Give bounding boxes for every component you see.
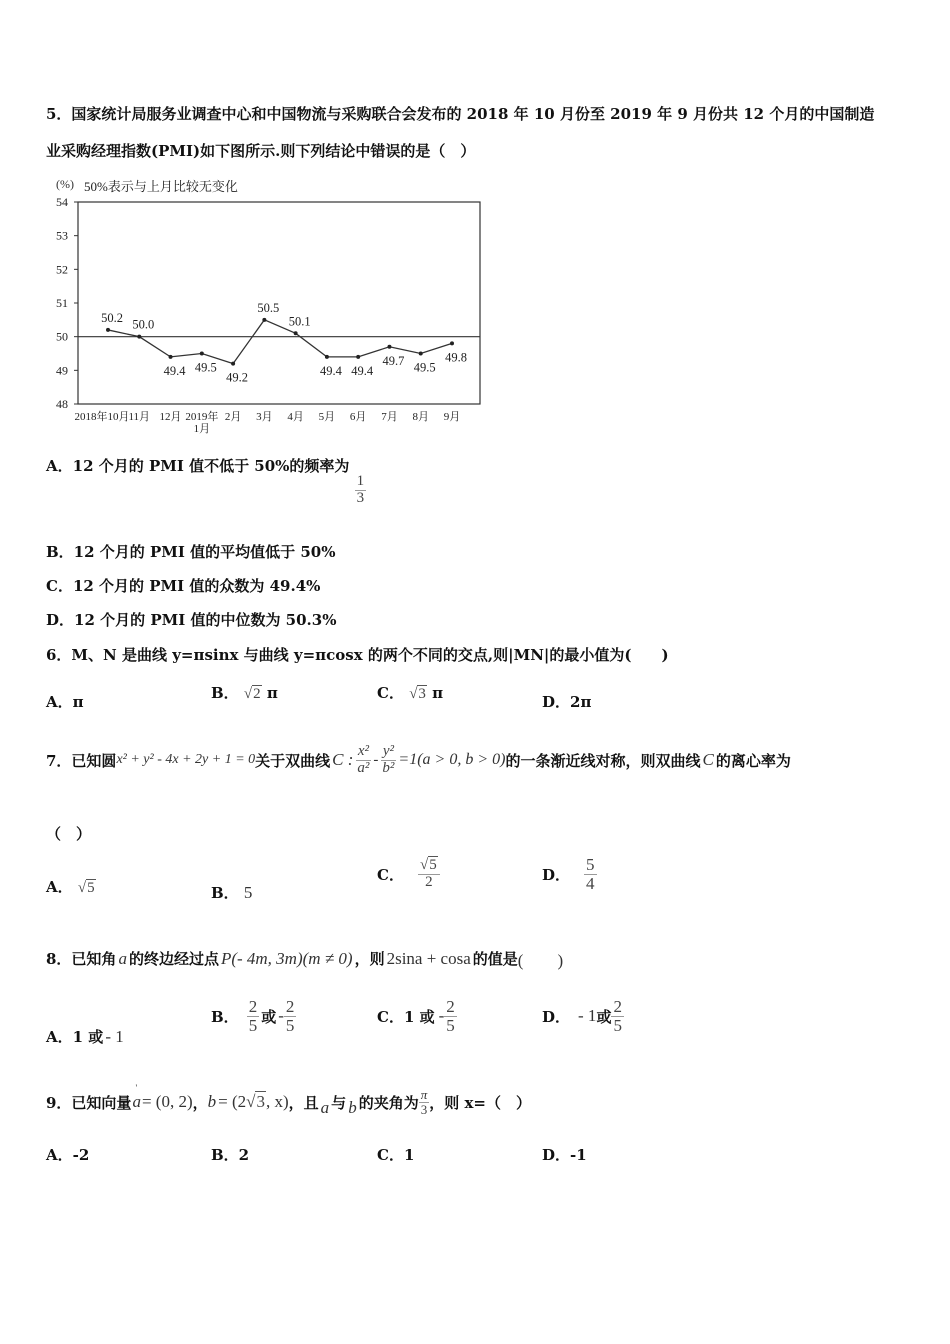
data-label: 50.5 — [257, 300, 280, 315]
q8-paren: ( ) — [517, 951, 564, 970]
y-tick-label: 53 — [56, 228, 68, 243]
x-tick-label: 9月 — [443, 411, 461, 423]
q6-option-a[interactable]: A．π — [46, 693, 84, 711]
y-tick-label: 50 — [56, 329, 68, 344]
q7-c-var: C — [702, 750, 714, 770]
q9-a-symbol-2: a — [320, 1098, 330, 1118]
q9-comma: ， — [192, 1093, 208, 1112]
q9-option-c[interactable]: C．1 — [377, 1146, 415, 1164]
q8-d-label: D． — [542, 1007, 571, 1026]
q8-a-value: - 1 — [105, 1026, 124, 1046]
frac-y2-b2 — [380, 744, 396, 777]
x-tick-label: 2019年 — [185, 411, 219, 423]
radicand: 3 — [418, 686, 426, 702]
q5-option-a-text: A．12 个月的 PMI 值不低于 50%的频率为 — [46, 457, 350, 475]
q5-stem-line1: 5．国家统计局服务业调查中心和中国物流与采购联合会发布的 2018 年 10 月份至 2019 年 9 月份共 12 个月的中国制造 — [46, 105, 875, 123]
q8-expression: 2sina + cosa — [386, 948, 471, 968]
frac-2-5 — [284, 998, 297, 1035]
data-label: 49.7 — [382, 353, 405, 368]
q6-b-pi: π — [266, 684, 278, 702]
data-point — [137, 335, 141, 339]
frac-2-5 — [247, 998, 260, 1035]
y-tick-label: 49 — [56, 363, 68, 378]
q7-c-label: C． — [377, 865, 404, 884]
q7-prefix: 7．已知圆 — [46, 751, 117, 770]
q8-alpha: a — [118, 948, 127, 968]
pmi-value-labels — [101, 301, 467, 385]
q9-suffix: ，则 x=（ ） — [429, 1093, 531, 1112]
frac-den: 5 — [285, 1015, 295, 1035]
data-point — [419, 352, 423, 356]
pmi-line-chart — [46, 170, 506, 440]
data-point — [200, 352, 204, 356]
q7-a-label: A． — [46, 878, 73, 896]
q8-d-or: 或 — [596, 1007, 612, 1026]
radicand: 2 — [253, 686, 261, 702]
sqrt-3: √3 — [409, 686, 426, 702]
x-tick-label: 11月 — [128, 411, 151, 423]
frac-num: 2 — [285, 997, 295, 1016]
vector-arrow-icon: ' — [135, 1083, 138, 1094]
frac-den: 2 — [425, 873, 433, 890]
radicand: 5 — [429, 857, 437, 873]
q8-d-value: - 1 — [578, 1006, 597, 1026]
x-axis-ticks — [75, 409, 461, 435]
q7-suffix1: 的一条渐近线对称，则双曲线 — [505, 751, 701, 770]
x-tick-label: 3月 — [256, 411, 273, 423]
frac-num: 5 — [586, 855, 595, 874]
data-point — [169, 355, 173, 359]
data-label: 49.4 — [163, 363, 186, 378]
data-label: 50.0 — [132, 317, 155, 332]
q7-option-a[interactable] — [46, 876, 96, 897]
data-label: 50.1 — [288, 314, 311, 329]
q5-option-a[interactable] — [46, 455, 366, 507]
data-label: 49.2 — [226, 370, 249, 385]
frac-den: 3 — [356, 489, 365, 506]
q9-b-value-post: , x) — [265, 1092, 289, 1112]
q9-b-symbol-2: b — [348, 1098, 357, 1118]
data-point — [325, 355, 329, 359]
q7-d-label: D． — [542, 865, 571, 884]
q8-suffix: 的值是 — [472, 950, 518, 968]
q9-prefix: 9．已知向量 — [46, 1093, 132, 1112]
q9-vector-a — [132, 1083, 141, 1112]
q9-b-value-pre: = (2 — [218, 1092, 247, 1112]
q7-mid: 关于双曲线 — [255, 751, 331, 770]
data-point — [356, 355, 360, 359]
sqrt-2: √2 — [243, 686, 261, 702]
x-tick-label: 5月 — [318, 411, 336, 423]
q8-option-a[interactable] — [46, 1026, 124, 1047]
q7-option-d[interactable] — [542, 856, 597, 893]
q6-b-label: B． — [211, 684, 239, 702]
data-point — [106, 328, 110, 332]
q9-yu: 与 — [331, 1093, 347, 1112]
data-point — [450, 341, 454, 345]
frac-den: b² — [382, 759, 395, 776]
y-tick-label: 52 — [56, 262, 68, 277]
q9-mid: ，且 — [288, 1093, 319, 1112]
q7-suffix2: 的离心率为 — [715, 751, 791, 770]
sqrt-3: √3 — [246, 1092, 265, 1112]
q6-option-c[interactable] — [377, 682, 443, 703]
q8-stem — [46, 946, 563, 971]
x-tick-label: 6月 — [349, 411, 367, 423]
q7-b-value: 5 — [243, 883, 253, 902]
y-tick-label: 48 — [56, 397, 68, 411]
x-tick-label: 2018年10月 — [74, 411, 130, 423]
data-point — [387, 345, 391, 349]
data-label: 50.2 — [101, 310, 123, 325]
frac-pi-over-3 — [419, 1088, 430, 1116]
minus-sign: - — [373, 751, 379, 768]
q8-prefix: 8．已知角 — [46, 950, 117, 968]
frac-den: 5 — [248, 1015, 258, 1035]
q8-option-c[interactable] — [377, 998, 457, 1035]
q8-a-label: A．1 或 — [46, 1028, 104, 1046]
y-axis-ticks — [56, 195, 78, 411]
radicand: 5 — [87, 880, 95, 896]
q8-point: P(- 4m, 3m)(m ≠ 0) — [220, 948, 353, 968]
q7-equation-tail: =1(a > 0, b > 0) — [398, 751, 506, 769]
q6-c-pi: π — [432, 684, 444, 702]
q5-option-d[interactable]: D．12 个月的 PMI 值的中位数为 50.3% — [46, 611, 337, 629]
q9-stem — [46, 1083, 531, 1118]
q8-mid2: ，则 — [354, 950, 385, 968]
frac-2-5 — [444, 998, 457, 1035]
x-tick-label: 12月 — [159, 411, 182, 423]
data-point — [262, 318, 266, 322]
q8-b-or: 或 — [261, 1007, 277, 1026]
frac-num: 1 — [356, 473, 365, 489]
q8-option-b[interactable] — [211, 998, 296, 1035]
q8-option-d[interactable] — [542, 998, 624, 1035]
frac-num: π — [420, 1087, 428, 1102]
chart-unit-label: (%) — [56, 177, 74, 191]
q9-vector-b: b — [207, 1092, 217, 1112]
x-tick-label: 7月 — [381, 411, 398, 423]
q9-option-a[interactable]: A．-2 — [46, 1146, 90, 1164]
x-tick-label: 8月 — [412, 411, 429, 423]
frac-num: 2 — [613, 997, 622, 1016]
frac-sqrt5-over-2 — [418, 858, 440, 891]
q9-option-b[interactable]: B．2 — [211, 1146, 250, 1164]
data-point — [294, 331, 298, 335]
q6-stem: 6．M、N 是曲线 y=πsinx 与曲线 y=πcosx 的两个不同的交点,则|MN|的最小值为( ) — [46, 646, 669, 664]
frac-num: x² — [357, 743, 369, 759]
frac-den: 5 — [613, 1015, 622, 1035]
q7-option-b[interactable] — [211, 882, 252, 903]
frac-num: y² — [382, 743, 394, 759]
minus-sign: - — [278, 1006, 284, 1026]
q9-a-value: = (0, 2) — [141, 1092, 193, 1112]
data-label: 49.4 — [351, 363, 374, 378]
x-tick-label: 1月 — [193, 423, 211, 435]
radicand: 3 — [256, 1092, 265, 1112]
y-tick-label: 54 — [56, 195, 68, 209]
q7-stem — [46, 744, 791, 777]
frac-2-5 — [611, 998, 624, 1035]
data-label: 49.4 — [319, 363, 342, 378]
frac-den: 5 — [446, 1015, 455, 1035]
q8-mid: 的终边经过点 — [128, 950, 219, 968]
frac-den: a² — [357, 759, 370, 776]
frac-x2-a2 — [355, 744, 371, 777]
q6-option-d[interactable]: D．2π — [542, 693, 592, 711]
q8-b-label: B． — [211, 1007, 239, 1026]
q8-c-label: C．1 或 — [377, 1007, 435, 1026]
data-label: 49.5 — [194, 360, 217, 375]
fraction-one-third — [355, 474, 367, 507]
sqrt-5: √5 — [77, 880, 95, 896]
frac-num: 2 — [248, 997, 258, 1016]
q9-angle-text: 的夹角为 — [358, 1093, 419, 1112]
q7-hyperbola-name: C : — [332, 750, 354, 770]
q6-option-b[interactable] — [211, 682, 278, 703]
q7-paren: （ ） — [46, 825, 92, 843]
frac-den: 3 — [420, 1101, 428, 1117]
q7-b-label: B． — [211, 884, 239, 902]
q9-a-symbol: a — [132, 1092, 141, 1112]
data-label: 49.5 — [413, 360, 436, 375]
frac-num: √5 — [418, 858, 440, 875]
x-tick-label: 4月 — [287, 411, 304, 423]
q5-stem-line2: 业采购经理指数(PMI)如下图所示.则下列结论中错误的是（ ） — [46, 142, 476, 160]
q5-option-b[interactable]: B．12 个月的 PMI 值的平均值低于 50% — [46, 543, 336, 561]
frac-num: 2 — [446, 997, 455, 1016]
data-point — [231, 362, 235, 366]
chart-note: 50%表示与上月比较无变化 — [84, 179, 238, 194]
minus-sign: - — [438, 1006, 445, 1026]
y-tick-label: 51 — [56, 296, 68, 310]
q7-option-c[interactable] — [377, 858, 440, 891]
q5-option-c[interactable]: C．12 个月的 PMI 值的众数为 49.4% — [46, 577, 321, 595]
q7-circle-equation: x² + y² - 4x + 2y + 1 = 0 — [116, 752, 256, 768]
data-label: 49.8 — [445, 350, 467, 365]
frac-den: 4 — [586, 873, 595, 893]
frac-5-over-4 — [584, 856, 597, 893]
q9-option-d[interactable]: D．-1 — [542, 1146, 587, 1164]
x-tick-label: 2月 — [224, 411, 242, 423]
q6-c-label: C． — [377, 684, 404, 702]
